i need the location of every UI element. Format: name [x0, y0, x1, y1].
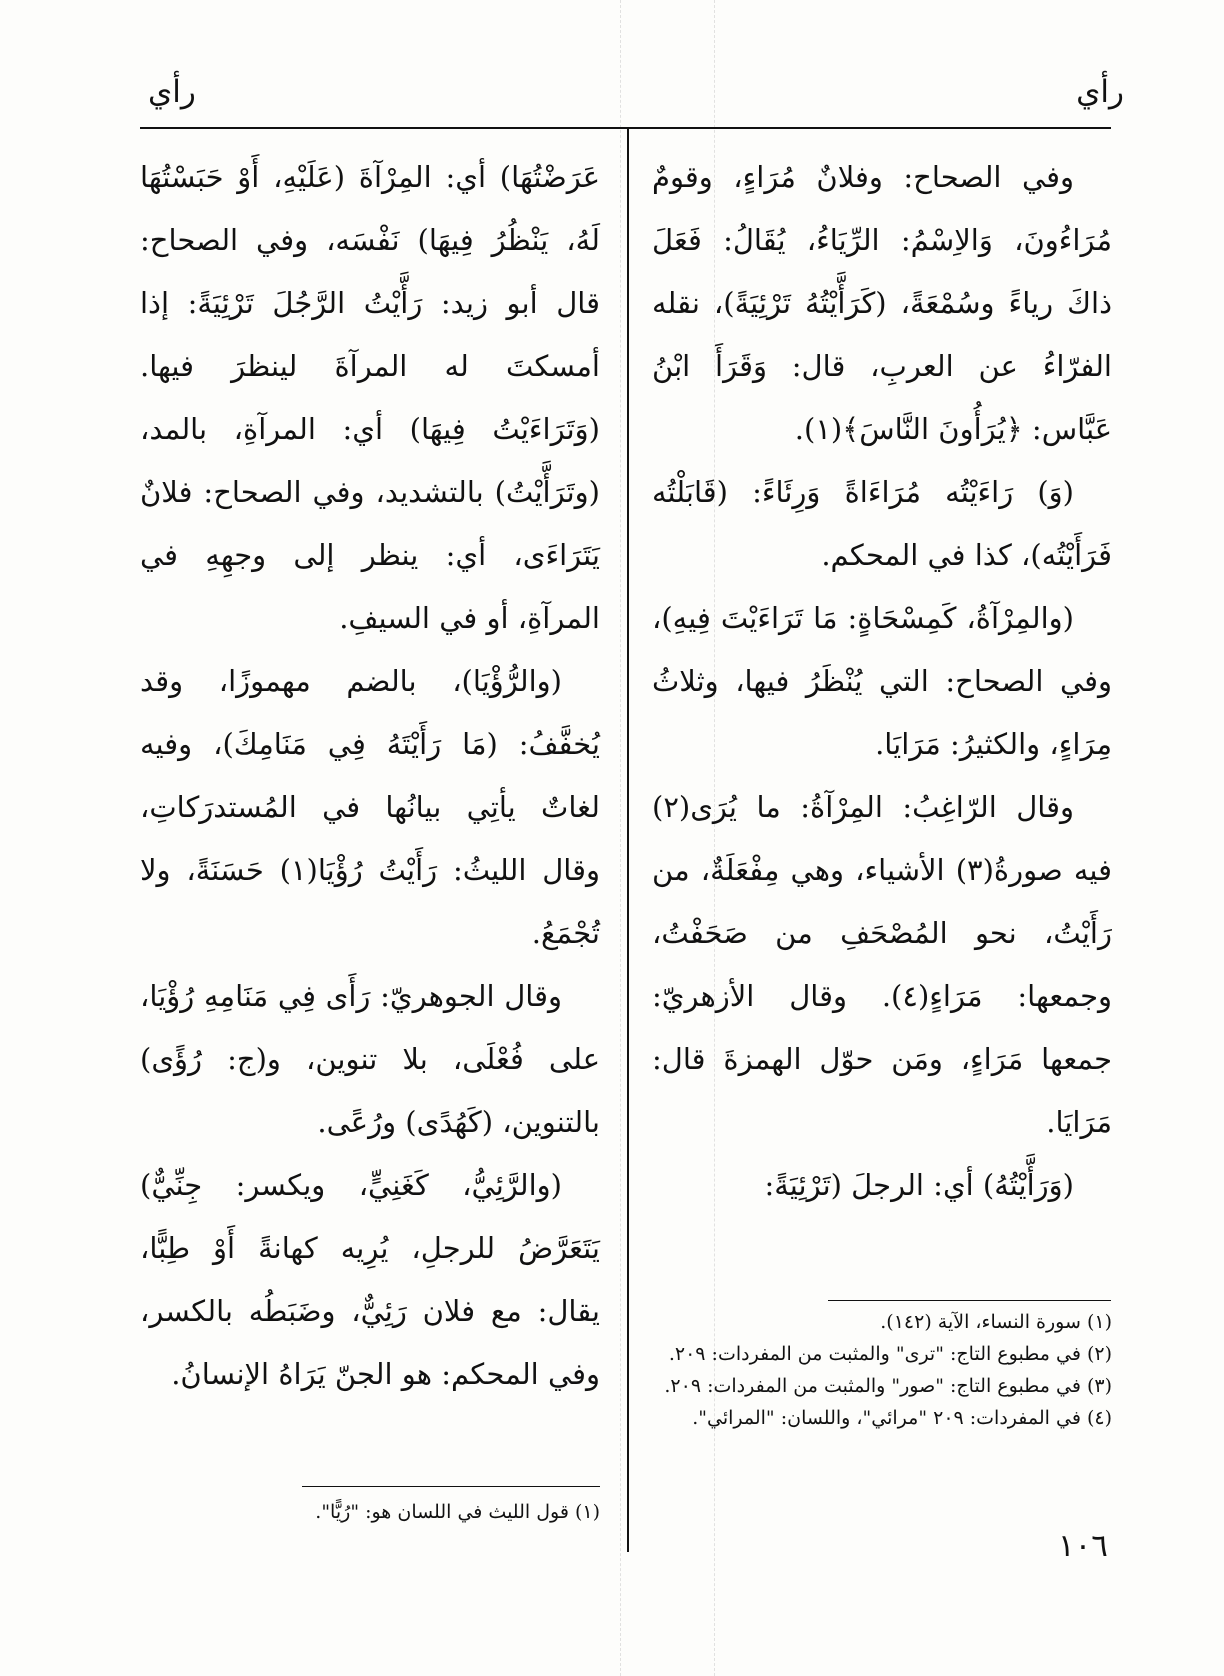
footnote-rule [302, 1486, 600, 1487]
footnote: (٢) في مطبوع التاج: "ترى" والمثبت من المفردات: ٢٠٩. [668, 1343, 1112, 1365]
left-footnotes [140, 1496, 600, 1528]
page-number: ١٠٦ [1058, 1528, 1108, 1564]
right-column [652, 146, 1112, 1217]
paragraph: وقال الرّاغِبُ: المِرْآةُ: ما يُرَى(٢) فيه صورةُ(٣) الأشياء، وهي مِفْعَلَةٌ، من رَأَيْتُ، نحو المُصْحَفِ من صَحَفْتُ، وجمعها: مَرَاءٍ(٤). وقال الأزهريّ: جمعها مَرَاءٍ، ومَن حوّل الهمزةَ قال: مَرَايَا. [652, 790, 1113, 1139]
running-header-left: رأي [148, 74, 196, 110]
header-rule [140, 127, 1111, 129]
footnote: (٣) في مطبوع التاج: "صور" والمثبت من المفردات: ٢٠٩. [664, 1375, 1112, 1397]
footnote: (١) سورة النساء، الآية (١٤٢). [880, 1311, 1112, 1333]
left-column [140, 146, 600, 1406]
paragraph: وفي الصحاح: وفلانٌ مُرَاءٍ، وقومٌ مُرَاءُونَ، وَالاِسْمُ: الرِّيَاءُ، يُقَالُ: فَعَلَ ذاكَ رياءً وسُمْعَةً، (كَرَأَّيْتُهُ تَرْئِيَةً)، نقله الفرّاءُ عن العربِ، قال: وَقَرَأَ ابْنُ عَبَّاس: ﴿يُرَأُونَ النَّاسَ﴾(١). [652, 160, 1112, 446]
footnote: (٤) في المفردات: ٢٠٩ "مرائي"، واللسان: "المرائي". [692, 1407, 1112, 1429]
column-divider [627, 127, 629, 1552]
paragraph: وقال الجوهريّ: رَأَى فِي مَنَامِهِ رُؤْيَا، على فُعْلَى، بلا تنوين، و(ج: رُؤًى) بالتنوين، (كَهُدًى) ورُعًى. [140, 979, 600, 1139]
right-footnotes [652, 1306, 1112, 1434]
scan-fold-line [620, 0, 621, 1676]
footnote: (١) قول الليث في اللسان هو: "رُيًّا". [315, 1501, 600, 1523]
paragraph: (والرُّؤْيَا)، بالضم مهموزًا، وقد يُخفَّفُ: (مَا رَأَيْتَهُ فِي مَنَامِكَ)، وفيه لغاتٌ يأتِي بيانُها في المُستدرَكاتِ، وقال الليثُ: رَأَيْتُ رُؤْيَا(١) حَسَنَةً، ولا تُجْمَعُ. [140, 664, 601, 950]
running-header-right: رأي [1076, 74, 1124, 110]
paragraph: (والرَّئِيُّ، كَغَنِيٍّ، ويكسر: جِنِّيٌّ) يَتَعَرَّضُ للرجلِ، يُرِيه كهانةً أَوْ طِبًّا، يقال: مع فلان رَئِيٌّ، وضَبَطُه بالكسر، وفي المحكم: هو الجنّ يَرَاهُ الإنسانُ. [140, 1168, 600, 1391]
paragraph: (والمِرْآةُ، كَمِسْحَاةٍ: مَا تَرَاءَيْتَ فِيهِ)، وفي الصحاح: التي يُنْظَرُ فيها، وثلاثُ مِرَاءٍ، والكثيرُ: مَرَايَا. [652, 601, 1112, 761]
paragraph: عَرَضْتُهَا) أي: المِرْآةَ (عَلَيْهِ، أَوْ حَبَسْتُهَا لَهُ، يَنْظُرُ فِيهَا) نَفْسَه، وفي الصحاح: قال أبو زيد: رَأَّيْتُ الرَّجُلَ تَرْئِيَةً: إذا أمسكتَ له المرآةَ لينظرَ فيها. (وَتَرَاءَيْتُ فِيهَا) أي: المرآةِ، بالمد، (وتَرَأَّيْتُ) بالتشديد، وفي الصحاح: فلانٌ يَتَرَاءَى، أي: ينظر إلى وجهِهِ في المرآةِ، أو في السيفِ. [140, 160, 600, 635]
paragraph: (وَرَأَّيْتُهُ) أي: الرجلَ (تَرْئِيَةً: [764, 1168, 1074, 1202]
footnote-rule [828, 1300, 1111, 1301]
paragraph: (وَ) رَاءَيْتُه مُرَاءَاةً وَرِئَاءً: (قَابَلْتُه فَرَأَيْتُه)، كذا في المحكم. [652, 475, 1112, 572]
